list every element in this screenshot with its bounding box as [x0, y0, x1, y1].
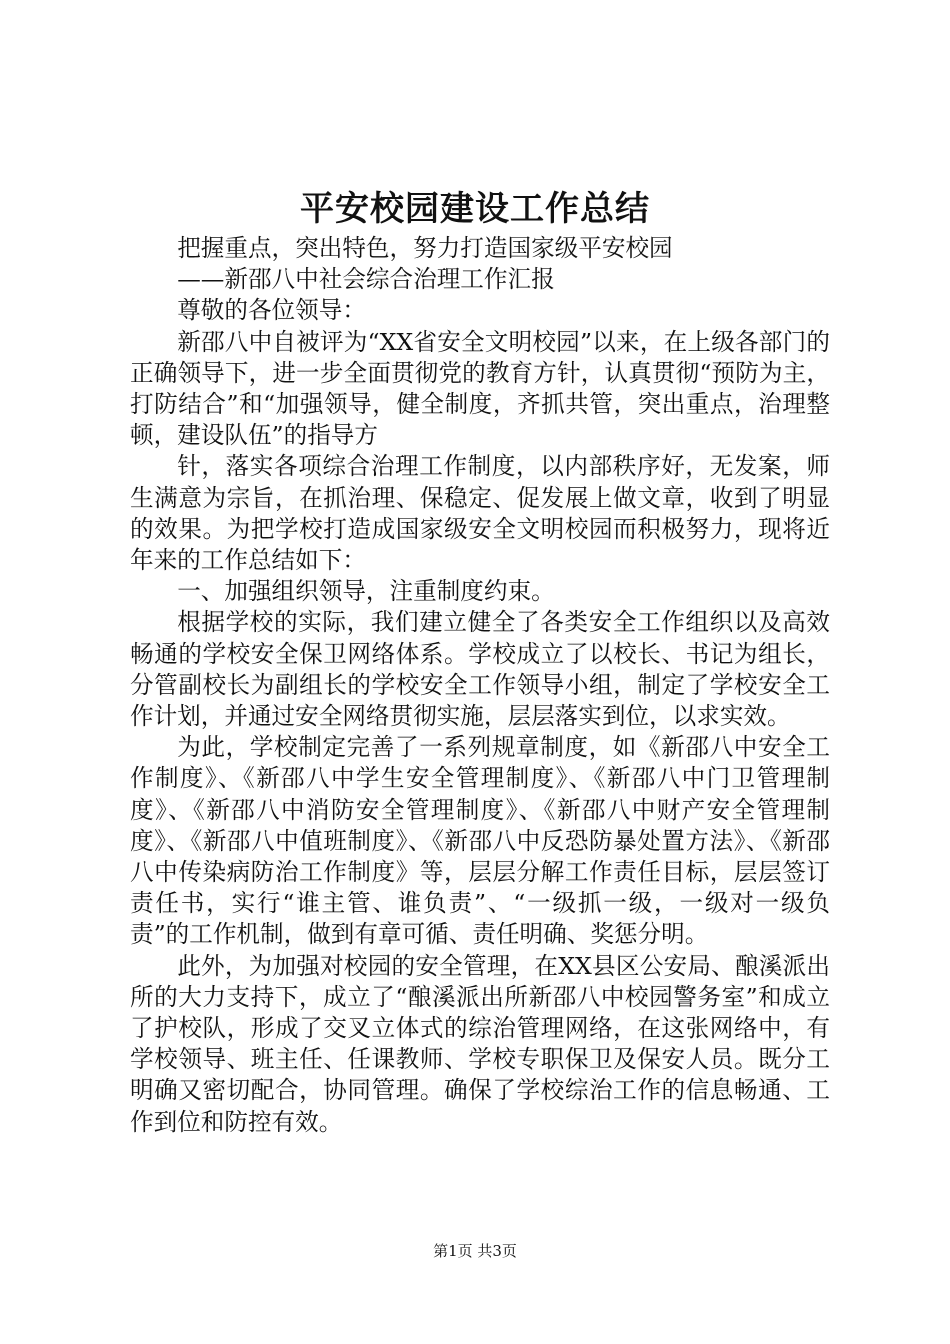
subtitle-line: ——新邵八中社会综合治理工作汇报: [177, 265, 555, 294]
body-paragraph: 为此，学校制定完善了一系列规章制度，如《新邵八中安全工作制度》、《新邵八中学生安全管理制度》、《新邵八中门卫管理制度》、《新邵八中消防安全管理制度》、《新邵八中财产安全管理制度》、《新邵八中值班制度》、《新邵八中反恐防暴处置方法》、《新邵八中传染病防治工作制度》等，层层分解工作责任目标，层层签订责任书，实行“谁主管、谁负责”、“一级抓一级，一级对一级负责”的工作机制，做到有章可循、责任明确、奖惩分明。: [130, 733, 830, 949]
body-paragraph: 新邵八中自被评为“XX省安全文明校园”以来，在上级各部门的正确领导下，进一步全面贯彻党的教育方针，认真贯彻“预防为主，打防结合”和“加强领导，健全制度，齐抓共管，突出重点，治理整顿，建设队伍”的指导方: [130, 327, 830, 450]
body-paragraph: 根据学校的实际，我们建立健全了各类安全工作组织以及高效畅通的学校安全保卫网络体系。学校成立了以校长、书记为组长，分管副校长为副组长的学校安全工作领导小组，制定了学校安全工作计划，并通过安全网络贯彻实施，层层落实到位，以求实效。: [130, 608, 830, 731]
section-heading: 一、加强组织领导，注重制度约束。: [177, 577, 555, 606]
document-title: 平安校园建设工作总结: [300, 189, 650, 229]
salutation: 尊敬的各位领导：: [177, 296, 366, 325]
subtitle-line: 把握重点，突出特色，努力打造国家级平安校园: [177, 234, 673, 262]
document-body: [130, 233, 830, 1138]
body-paragraph: 针，落实各项综合治理工作制度，以内部秩序好，无发案，师生满意为宗旨，在抓治理、保稳定、促发展上做文章，收到了明显的效果。为把学校打造成国家级安全文明校园而积极努力，现将近年来的工作总结如下：: [130, 452, 830, 575]
page-number-footer: 第1页 共3页: [433, 1242, 517, 1260]
body-paragraph: 此外，为加强对校园的安全管理，在XX县区公安局、酿溪派出所的大力支持下，成立了“酿溪派出所新邵八中校园警务室”和成立了护校队，形成了交叉立体式的综治管理网络，在这张网络中，有学校领导、班主任、任课教师、学校专职保卫及保安人员。既分工明确又密切配合，协同管理。确保了学校综治工作的信息畅通、工作到位和防控有效。: [130, 951, 830, 1136]
